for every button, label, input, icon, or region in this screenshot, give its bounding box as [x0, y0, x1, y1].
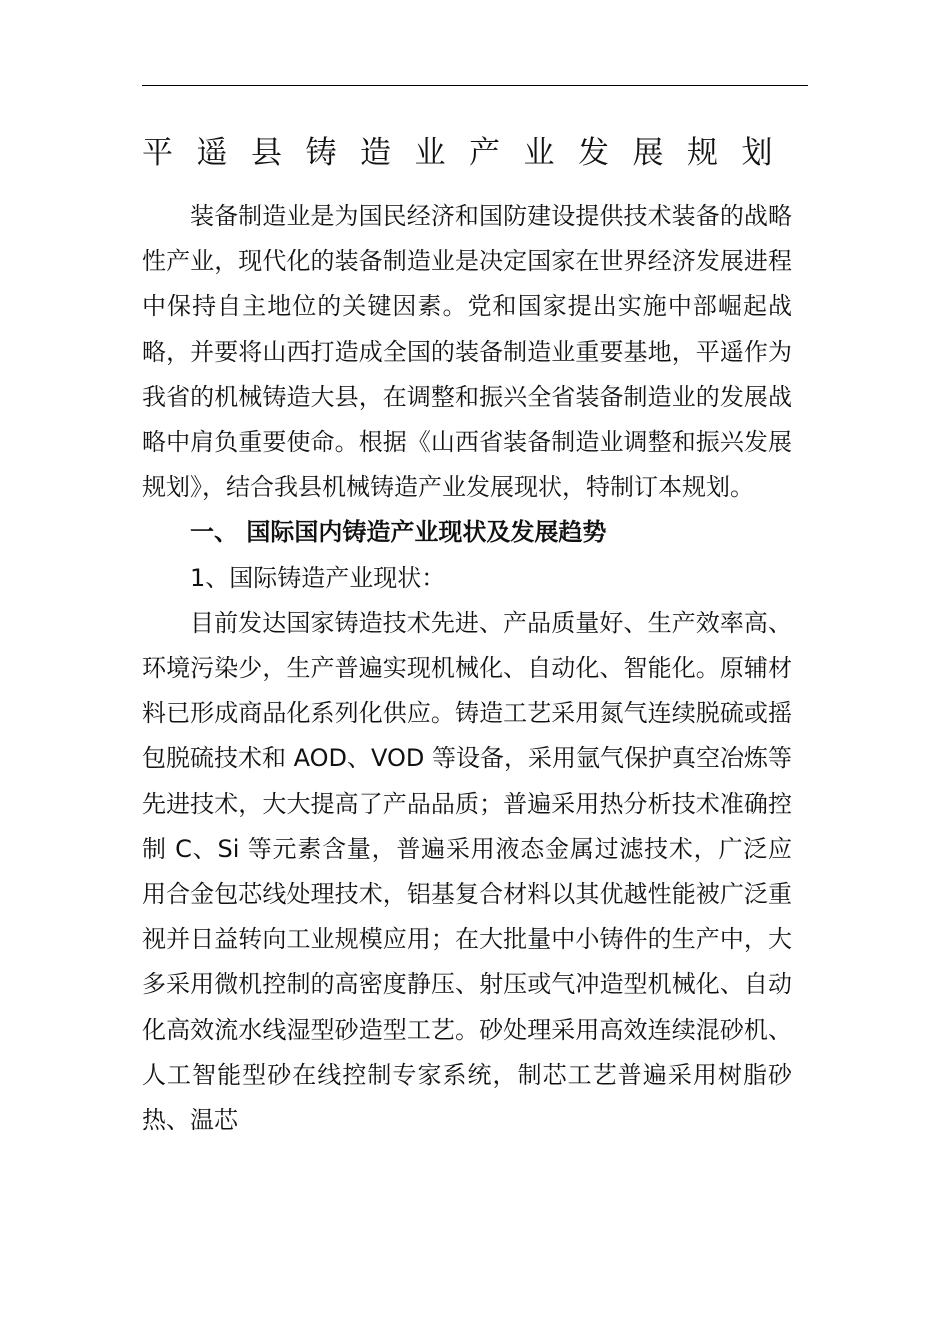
header-rule [142, 85, 808, 86]
document-body [142, 194, 792, 1143]
section-heading: 一、 国际国内铸造产业现状及发展趋势 [190, 518, 607, 547]
document-title: 平遥县铸造业产业发展规划 [142, 135, 796, 171]
subsection-paragraph: 目前发达国家铸造技术先进、产品质量好、生产效率高、环境污染少，生产普遍实现机械化、自动化、智能化。原辅材料已形成商品化系列化供应。铸造工艺采用氮气连续脱硫或摇包脱硫技术和 AOD、VOD 等设备，采用氩气保护真空冶炼等先进技术，大大提高了产品品质；普遍采用热分析技术准确控制 C、Si 等元素含量，普遍采用液态金属过滤技术，广泛应用合金包芯线处理技术，铝基复合材料以其优越性能被广泛重视并日益转向工业规模应用；在大批量中小铸件的生产中，大多采用微机控制的高密度静压、射压或气冲造型机械化、自动化高效流水线湿型砂造型工艺。砂处理采用高效连续混砂机、人工智能型砂在线控制专家系统，制芯工艺普遍采用树脂砂热、温芯 [142, 608, 792, 1135]
intro-paragraph: 装备制造业是为国民经济和国防建设提供技术装备的战略性产业，现代化的装备制造业是决定国家在世界经济发展进程中保持自主地位的关键因素。党和国家提出实施中部崛起战略，并要将山西打造成全国的装备制造业重要基地，平遥作为我省的机械铸造大县，在调整和振兴全省装备制造业的发展战略中肩负重要使命。根据《山西省装备制造业调整和振兴发展规划》，结合我县机械铸造产业发展现状，特制订本规划。 [142, 202, 792, 502]
subsection-heading: 1、国际铸造产业现状： [190, 563, 446, 592]
